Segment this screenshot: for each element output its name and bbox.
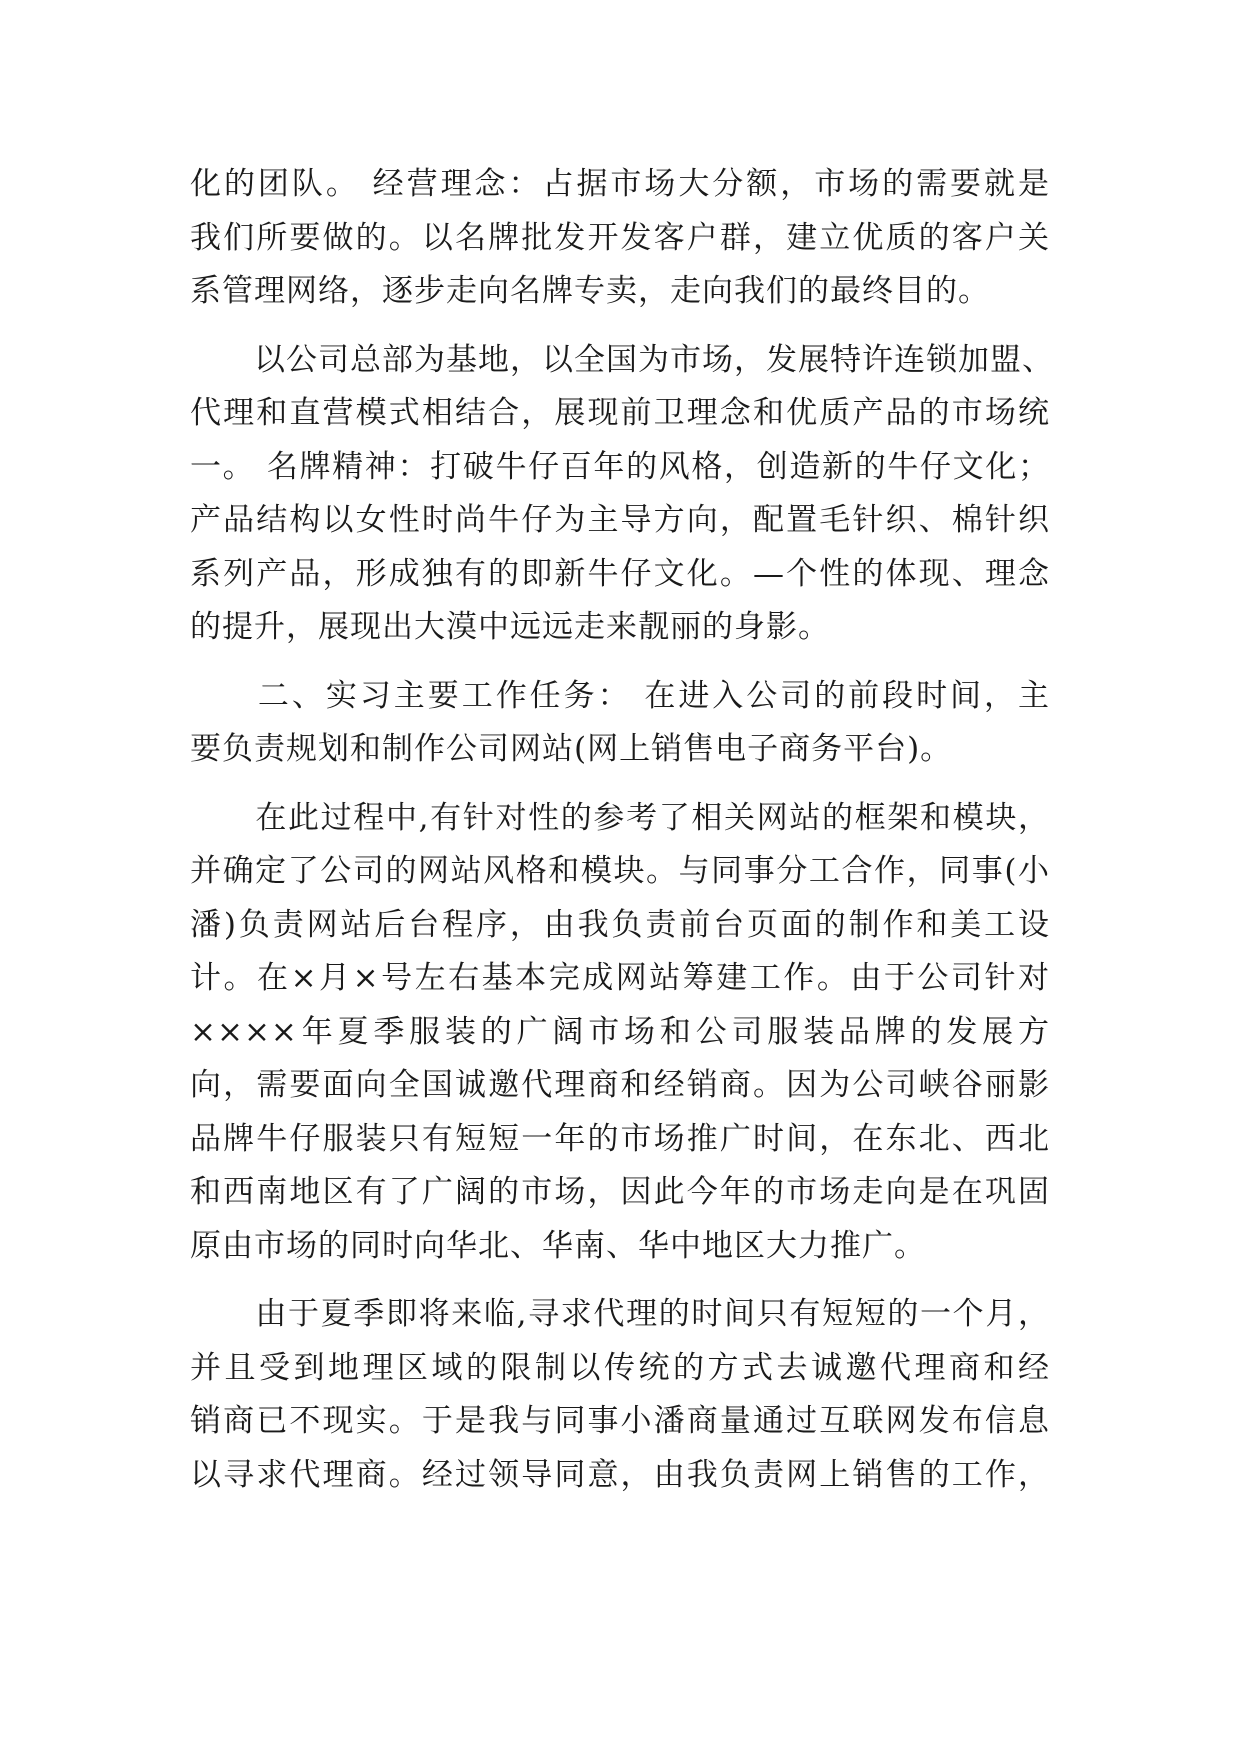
text-line: 要负责规划和制作公司网站(网上销售电子商务平台)。	[190, 731, 953, 767]
paragraph-3	[190, 670, 1050, 777]
text-line: 销商已不现实。于是我与同事小潘商量通过互联网发布信息	[190, 1403, 1050, 1439]
paragraph-2	[190, 334, 1054, 655]
text-line: ××××年夏季服装的广阔市场和公司服装品牌的发展方	[190, 1013, 1050, 1050]
text-line: 系管理网络，逐步走向名牌专卖，走向我们的最终目的。	[190, 273, 990, 309]
paragraph-1	[190, 158, 1050, 319]
text-line: 向，需要面向全国诚邀代理商和经销商。因为公司峡谷丽影	[190, 1067, 1050, 1103]
text-line: 以公司总部为基地，以全国为市场，发展特许连锁加盟、	[190, 341, 1054, 378]
text-line: 并且受到地理区域的限制以传统的方式去诚邀代理商和经	[190, 1349, 1050, 1386]
text-line: 在此过程中,有针对性的参考了相关网站的框架和模块，	[190, 799, 1050, 836]
text-line: 计。在×月×号左右基本完成网站筹建工作。由于公司针对	[190, 960, 1050, 996]
text-line: 代理和直营模式相结合，展现前卫理念和优质产品的市场统	[190, 395, 1050, 431]
text-line: 产品结构以女性时尚牛仔为主导方向，配置毛针织、棉针织	[190, 502, 1050, 538]
text-line: 以寻求代理商。经过领导同意，由我负责网上销售的工作，	[190, 1456, 1050, 1493]
text-line: 原由市场的同时向华北、华南、华中地区大力推广。	[190, 1227, 926, 1264]
text-line: 二、实习主要工作任务： 在进入公司的前段时间，主	[190, 677, 1050, 714]
text-line: 品牌牛仔服装只有短短一年的市场推广时间，在东北、西北	[190, 1120, 1050, 1157]
text-line: 潘)负责网站后台程序，由我负责前台页面的制作和美工设	[190, 906, 1050, 943]
text-line: 并确定了公司的网站风格和模块。与同事分工合作，同事(小	[190, 853, 1050, 889]
text-line: 我们所要做的。以名牌批发开发客户群，建立优质的客户关	[190, 219, 1050, 256]
paragraph-5	[190, 1288, 1050, 1502]
text-line: 化的团队。 经营理念：占据市场大分额，市场的需要就是	[190, 166, 1050, 202]
text-line: 和西南地区有了广阔的市场，因此今年的市场走向是在巩固	[190, 1174, 1050, 1210]
paragraph-4	[190, 792, 1050, 1274]
text-line: 由于夏季即将来临,寻求代理的时间只有短短的一个月，	[190, 1296, 1050, 1332]
text-line: 一。 名牌精神：打破牛仔百年的风格，创造新的牛仔文化；	[190, 448, 1050, 485]
body-text	[190, 158, 1054, 1517]
text-line: 系列产品，形成独有的即新牛仔文化。—个性的体现、理念	[190, 555, 1050, 592]
text-line: 的提升，展现出大漠中远远走来靓丽的身影。	[190, 609, 830, 645]
